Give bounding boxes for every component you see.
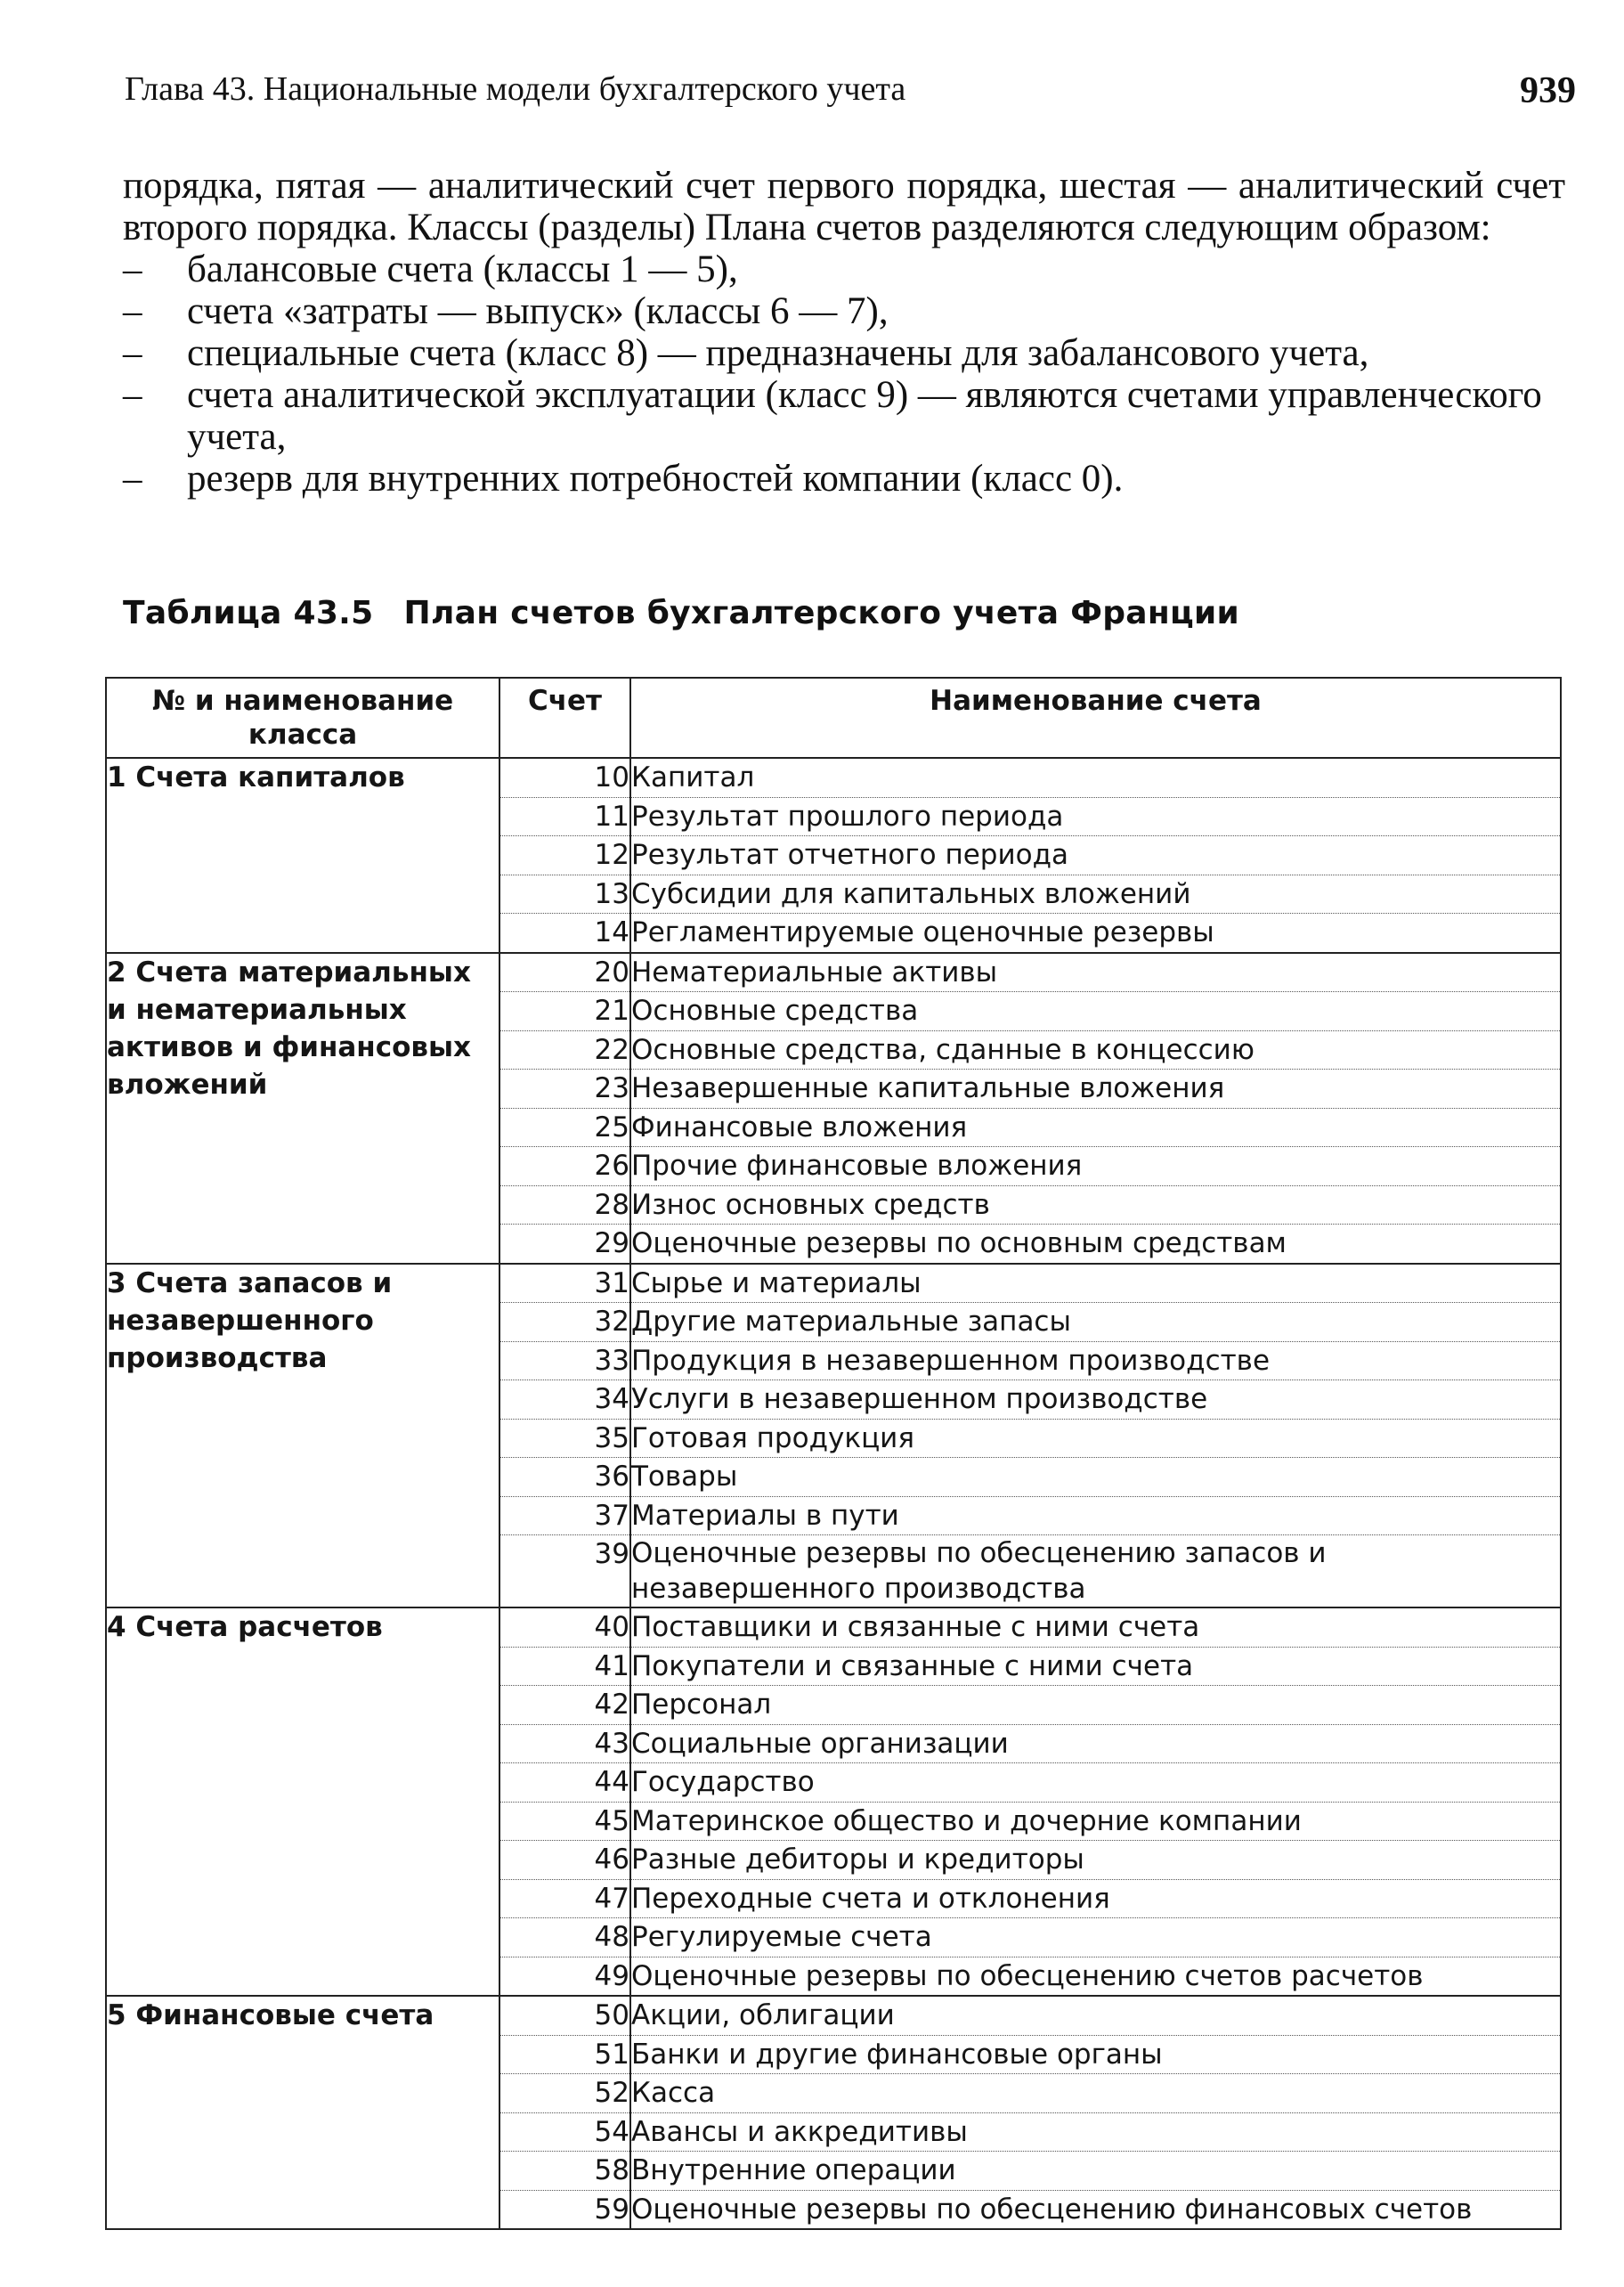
- table-body: [106, 758, 1561, 2229]
- chart-of-accounts-table: [105, 677, 1562, 2230]
- table-row: [106, 953, 1561, 992]
- list-item: [123, 332, 1565, 374]
- account-number-cell: 12: [499, 836, 630, 875]
- list-item: [123, 248, 1565, 290]
- account-number-cell: 51: [499, 2035, 630, 2074]
- class-name-cell: 2 Счета материальных и нематериальных активов и финансовых вложений: [106, 953, 499, 1264]
- account-name-cell: Регламентируемые оценочные резервы: [630, 914, 1561, 953]
- account-number-cell: 52: [499, 2074, 630, 2113]
- class-name-cell: 3 Счета запасов и незавершенного производства: [106, 1264, 499, 1608]
- account-name-cell: Внутренние операции: [630, 2152, 1561, 2191]
- account-name-cell: Оценочные резервы по обесценению счетов расчетов: [630, 1957, 1561, 1996]
- list-item: [123, 458, 1565, 500]
- account-number-cell: 58: [499, 2152, 630, 2191]
- class-name-cell: 1 Счета капиталов: [106, 758, 499, 953]
- list-item-text: балансовые счета (классы 1 — 5),: [187, 248, 738, 290]
- account-name-cell: Товары: [630, 1458, 1561, 1497]
- account-number-cell: 34: [499, 1380, 630, 1420]
- account-name-cell: Прочие финансовые вложения: [630, 1147, 1561, 1186]
- running-head: [125, 62, 1576, 116]
- account-name-cell: Переходные счета и отклонения: [630, 1879, 1561, 1918]
- account-number-cell: 59: [499, 2190, 630, 2229]
- account-number-cell: 48: [499, 1918, 630, 1957]
- account-name-cell: Финансовые вложения: [630, 1108, 1561, 1147]
- list-marker: –: [123, 290, 142, 332]
- account-number-cell: 32: [499, 1303, 630, 1342]
- account-name-cell: Износ основных средств: [630, 1185, 1561, 1225]
- account-number-cell: 37: [499, 1496, 630, 1535]
- table-caption-number: Таблица 43.5: [123, 595, 374, 631]
- account-name-cell: Авансы и аккредитивы: [630, 2112, 1561, 2152]
- account-name-cell: Основные средства: [630, 992, 1561, 1031]
- account-number-cell: 28: [499, 1185, 630, 1225]
- account-name-cell: Покупатели и связанные с ними счета: [630, 1647, 1561, 1686]
- account-number-cell: 39: [499, 1535, 630, 1608]
- header-class: № и наименование класса: [106, 678, 499, 758]
- account-number-cell: 50: [499, 1996, 630, 2035]
- account-number-cell: 31: [499, 1264, 630, 1303]
- chapter-title: Глава 43. Национальные модели бухгалтерского учета: [125, 70, 906, 108]
- account-number-cell: 21: [499, 992, 630, 1031]
- list-marker: –: [123, 332, 142, 374]
- account-name-cell: Оценочные резервы по обесценению финансовых счетов: [630, 2190, 1561, 2229]
- account-name-cell: Акции, облигации: [630, 1996, 1561, 2035]
- account-number-cell: 14: [499, 914, 630, 953]
- list-item-text: счета аналитической эксплуатации (класс 9) — являются счетами управленческого учета,: [187, 374, 1542, 458]
- account-name-cell: Разные дебиторы и кредиторы: [630, 1841, 1561, 1880]
- account-number-cell: 41: [499, 1647, 630, 1686]
- account-name-cell: Материалы в пути: [630, 1496, 1561, 1535]
- list-item-text: резерв для внутренних потребностей компании (класс 0).: [187, 458, 1124, 500]
- account-name-cell: Касса: [630, 2074, 1561, 2113]
- account-number-cell: 10: [499, 758, 630, 797]
- account-name-cell: Оценочные резервы по основным средствам: [630, 1225, 1561, 1264]
- account-name-cell: Социальные организации: [630, 1724, 1561, 1763]
- account-name-cell: Готовая продукция: [630, 1419, 1561, 1458]
- account-number-cell: 33: [499, 1341, 630, 1380]
- account-name-cell: Продукция в незавершенном производстве: [630, 1341, 1561, 1380]
- account-name-cell: Услуги в незавершенном производстве: [630, 1380, 1561, 1420]
- account-number-cell: 35: [499, 1419, 630, 1458]
- list-item: [123, 290, 1565, 332]
- account-name-cell: Другие материальные запасы: [630, 1303, 1561, 1342]
- account-number-cell: 20: [499, 953, 630, 992]
- list-item: [123, 374, 1565, 458]
- intro-paragraph: порядка, пятая — аналитический счет первого порядка, шестая — аналитический счет второго порядка. Классы (разделы) Плана счетов разделяются следующим образом:: [123, 165, 1565, 248]
- table-row: [106, 758, 1561, 797]
- table-caption-title: План счетов бухгалтерского учета Франции: [403, 595, 1240, 631]
- account-name-cell: Банки и другие финансовые органы: [630, 2035, 1561, 2074]
- account-number-cell: 11: [499, 797, 630, 836]
- account-number-cell: 46: [499, 1841, 630, 1880]
- account-name-cell: Сырье и материалы: [630, 1264, 1561, 1303]
- account-name-cell: Государство: [630, 1763, 1561, 1803]
- account-number-cell: 23: [499, 1070, 630, 1109]
- page-number: 939: [1520, 70, 1576, 111]
- table-wrapper: [105, 677, 1562, 2230]
- table-header-row: [106, 678, 1561, 758]
- account-number-cell: 40: [499, 1607, 630, 1647]
- header-account: Счет: [499, 678, 630, 758]
- list-marker: –: [123, 374, 142, 416]
- account-number-cell: 43: [499, 1724, 630, 1763]
- account-name-cell: Персонал: [630, 1686, 1561, 1725]
- body-text: [123, 165, 1565, 500]
- account-name-cell: Оценочные резервы по обесценению запасов и незавершенного производства: [630, 1535, 1561, 1608]
- table-row: [106, 1607, 1561, 1647]
- account-number-cell: 54: [499, 2112, 630, 2152]
- account-number-cell: 22: [499, 1030, 630, 1070]
- account-name-cell: Нематериальные активы: [630, 953, 1561, 992]
- list-item-text: счета «затраты — выпуск» (классы 6 — 7),: [187, 290, 889, 332]
- account-number-cell: 42: [499, 1686, 630, 1725]
- class-name-cell: 4 Счета расчетов: [106, 1607, 499, 1996]
- account-name-cell: Капитал: [630, 758, 1561, 797]
- list-marker: –: [123, 458, 142, 500]
- account-name-cell: Субсидии для капитальных вложений: [630, 875, 1561, 914]
- account-number-cell: 13: [499, 875, 630, 914]
- table-row: [106, 1996, 1561, 2035]
- header-account-name: Наименование счета: [630, 678, 1561, 758]
- account-number-cell: 45: [499, 1802, 630, 1841]
- table-caption: [123, 595, 1565, 631]
- account-name-cell: Незавершенные капитальные вложения: [630, 1070, 1561, 1109]
- account-number-cell: 26: [499, 1147, 630, 1186]
- list-marker: –: [123, 248, 142, 290]
- list-item-text: специальные счета (класс 8) — предназначены для забалансового учета,: [187, 332, 1369, 374]
- account-name-cell: Основные средства, сданные в концессию: [630, 1030, 1561, 1070]
- account-number-cell: 49: [499, 1957, 630, 1996]
- account-name-cell: Результат отчетного периода: [630, 836, 1561, 875]
- account-number-cell: 36: [499, 1458, 630, 1497]
- class-list: [123, 248, 1565, 500]
- account-number-cell: 47: [499, 1879, 630, 1918]
- account-name-cell: Регулируемые счета: [630, 1918, 1561, 1957]
- account-name-cell: Материнское общество и дочерние компании: [630, 1802, 1561, 1841]
- account-number-cell: 25: [499, 1108, 630, 1147]
- account-name-cell: Результат прошлого периода: [630, 797, 1561, 836]
- class-name-cell: 5 Финансовые счета: [106, 1996, 499, 2229]
- account-name-cell: Поставщики и связанные с ними счета: [630, 1607, 1561, 1647]
- account-number-cell: 44: [499, 1763, 630, 1803]
- table-row: [106, 1264, 1561, 1303]
- account-number-cell: 29: [499, 1225, 630, 1264]
